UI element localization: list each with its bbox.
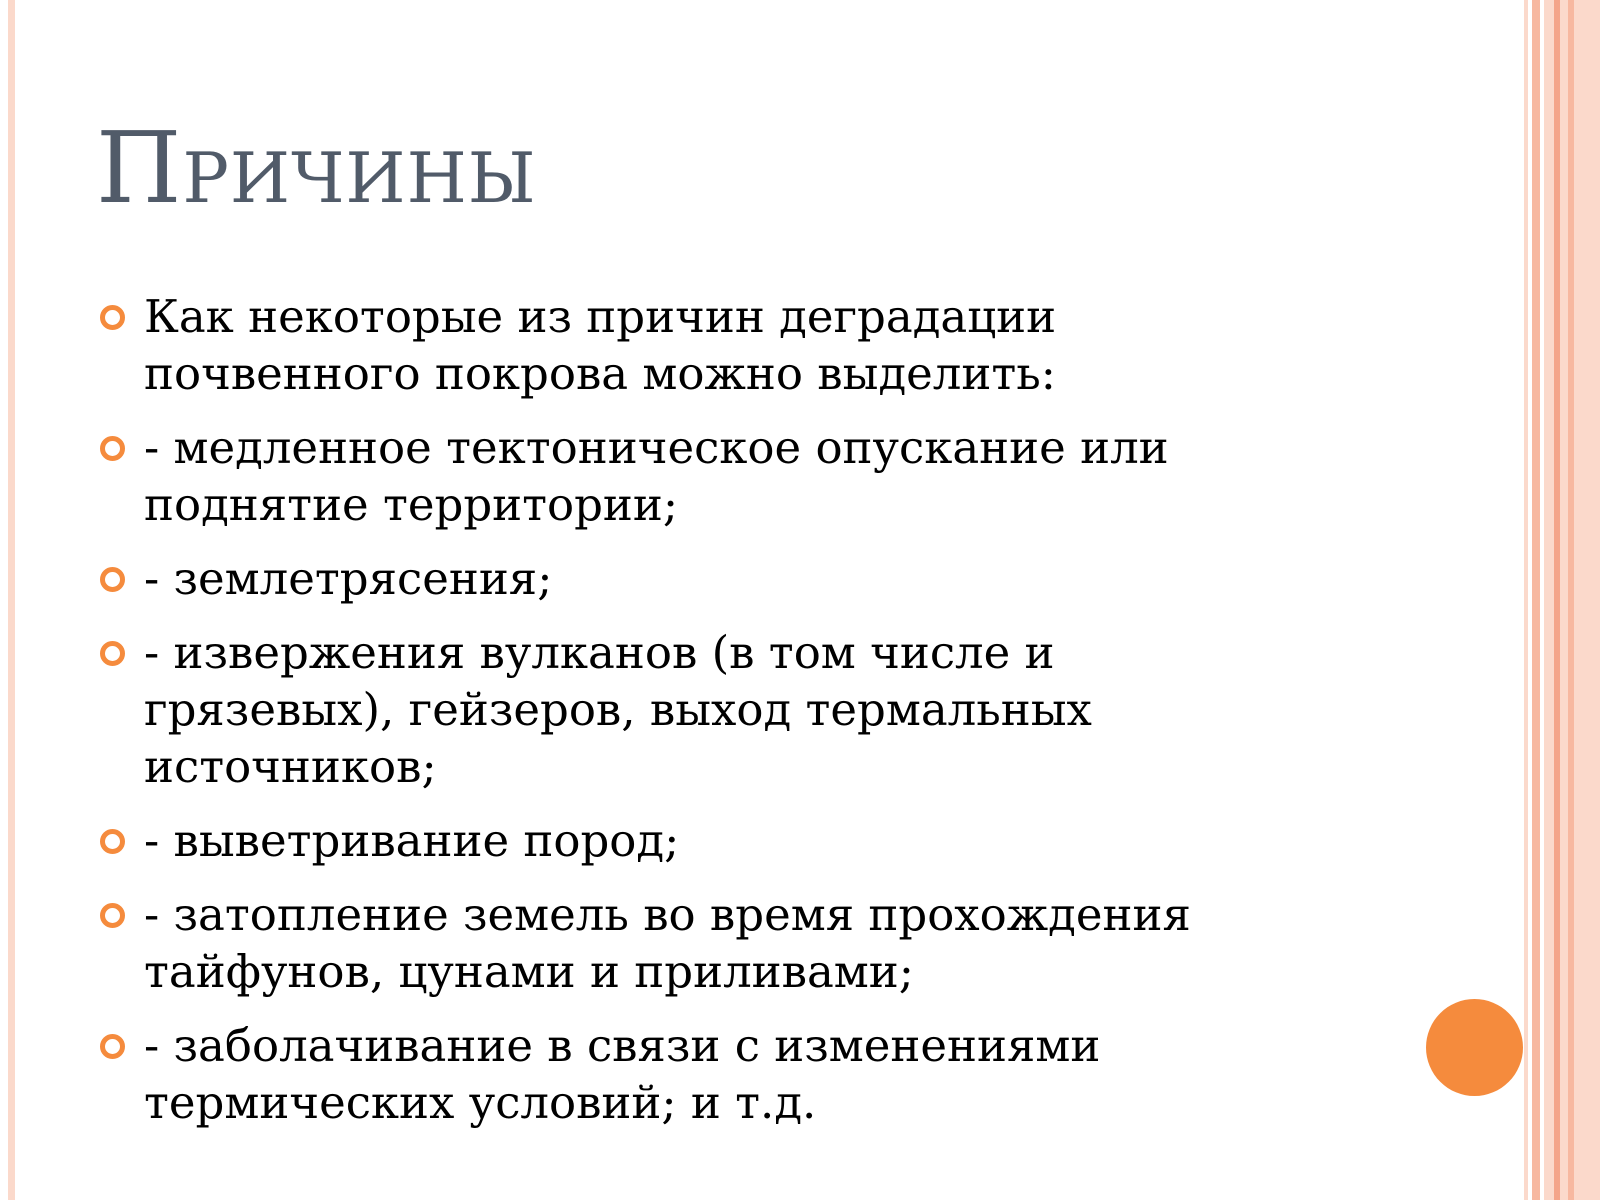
bullet-text: - извержения вулканов (в том числе и грязевых), гейзеров, выход термальных источников; — [144, 626, 1092, 793]
orange-circle-decoration — [1426, 999, 1523, 1096]
ring-bullet-icon — [100, 567, 125, 592]
right-border-stripe-4 — [1544, 0, 1554, 1200]
bullet-text: - медленное тектоническое опускание или поднятие территории; — [144, 421, 1169, 531]
bullet-text: - землетрясения; — [144, 552, 553, 605]
bullet-item — [100, 624, 1310, 795]
bullet-item — [100, 886, 1310, 1000]
right-border-stripe-6 — [1560, 0, 1568, 1200]
right-border-stripe-2 — [1532, 0, 1540, 1200]
bullet-item — [100, 288, 1310, 402]
right-border-stripe-8 — [1574, 0, 1600, 1200]
bullet-item — [100, 419, 1310, 533]
bullet-item — [100, 1017, 1310, 1131]
ring-bullet-icon — [100, 1034, 125, 1059]
left-border-line — [8, 0, 15, 1200]
bullet-text: - заболачивание в связи с изменениями термических условий; и т.д. — [144, 1019, 1101, 1129]
bullet-text: Как некоторые из причин деградации почвенного покрова можно выделить: — [144, 290, 1057, 400]
ring-bullet-icon — [100, 903, 125, 928]
ring-bullet-icon — [100, 305, 125, 330]
bullet-text: - выветривание пород; — [144, 814, 680, 867]
ring-bullet-icon — [100, 641, 125, 666]
ring-bullet-icon — [100, 436, 125, 461]
ring-bullet-icon — [100, 829, 125, 854]
bullet-item — [100, 812, 1310, 869]
bullet-list — [100, 288, 1310, 1148]
slide-title: Причины — [96, 112, 537, 226]
right-border-stripe-1 — [1524, 0, 1528, 1200]
bullet-item — [100, 550, 1310, 607]
bullet-text: - затопление земель во время прохождения тайфунов, цунами и приливами; — [144, 888, 1191, 998]
